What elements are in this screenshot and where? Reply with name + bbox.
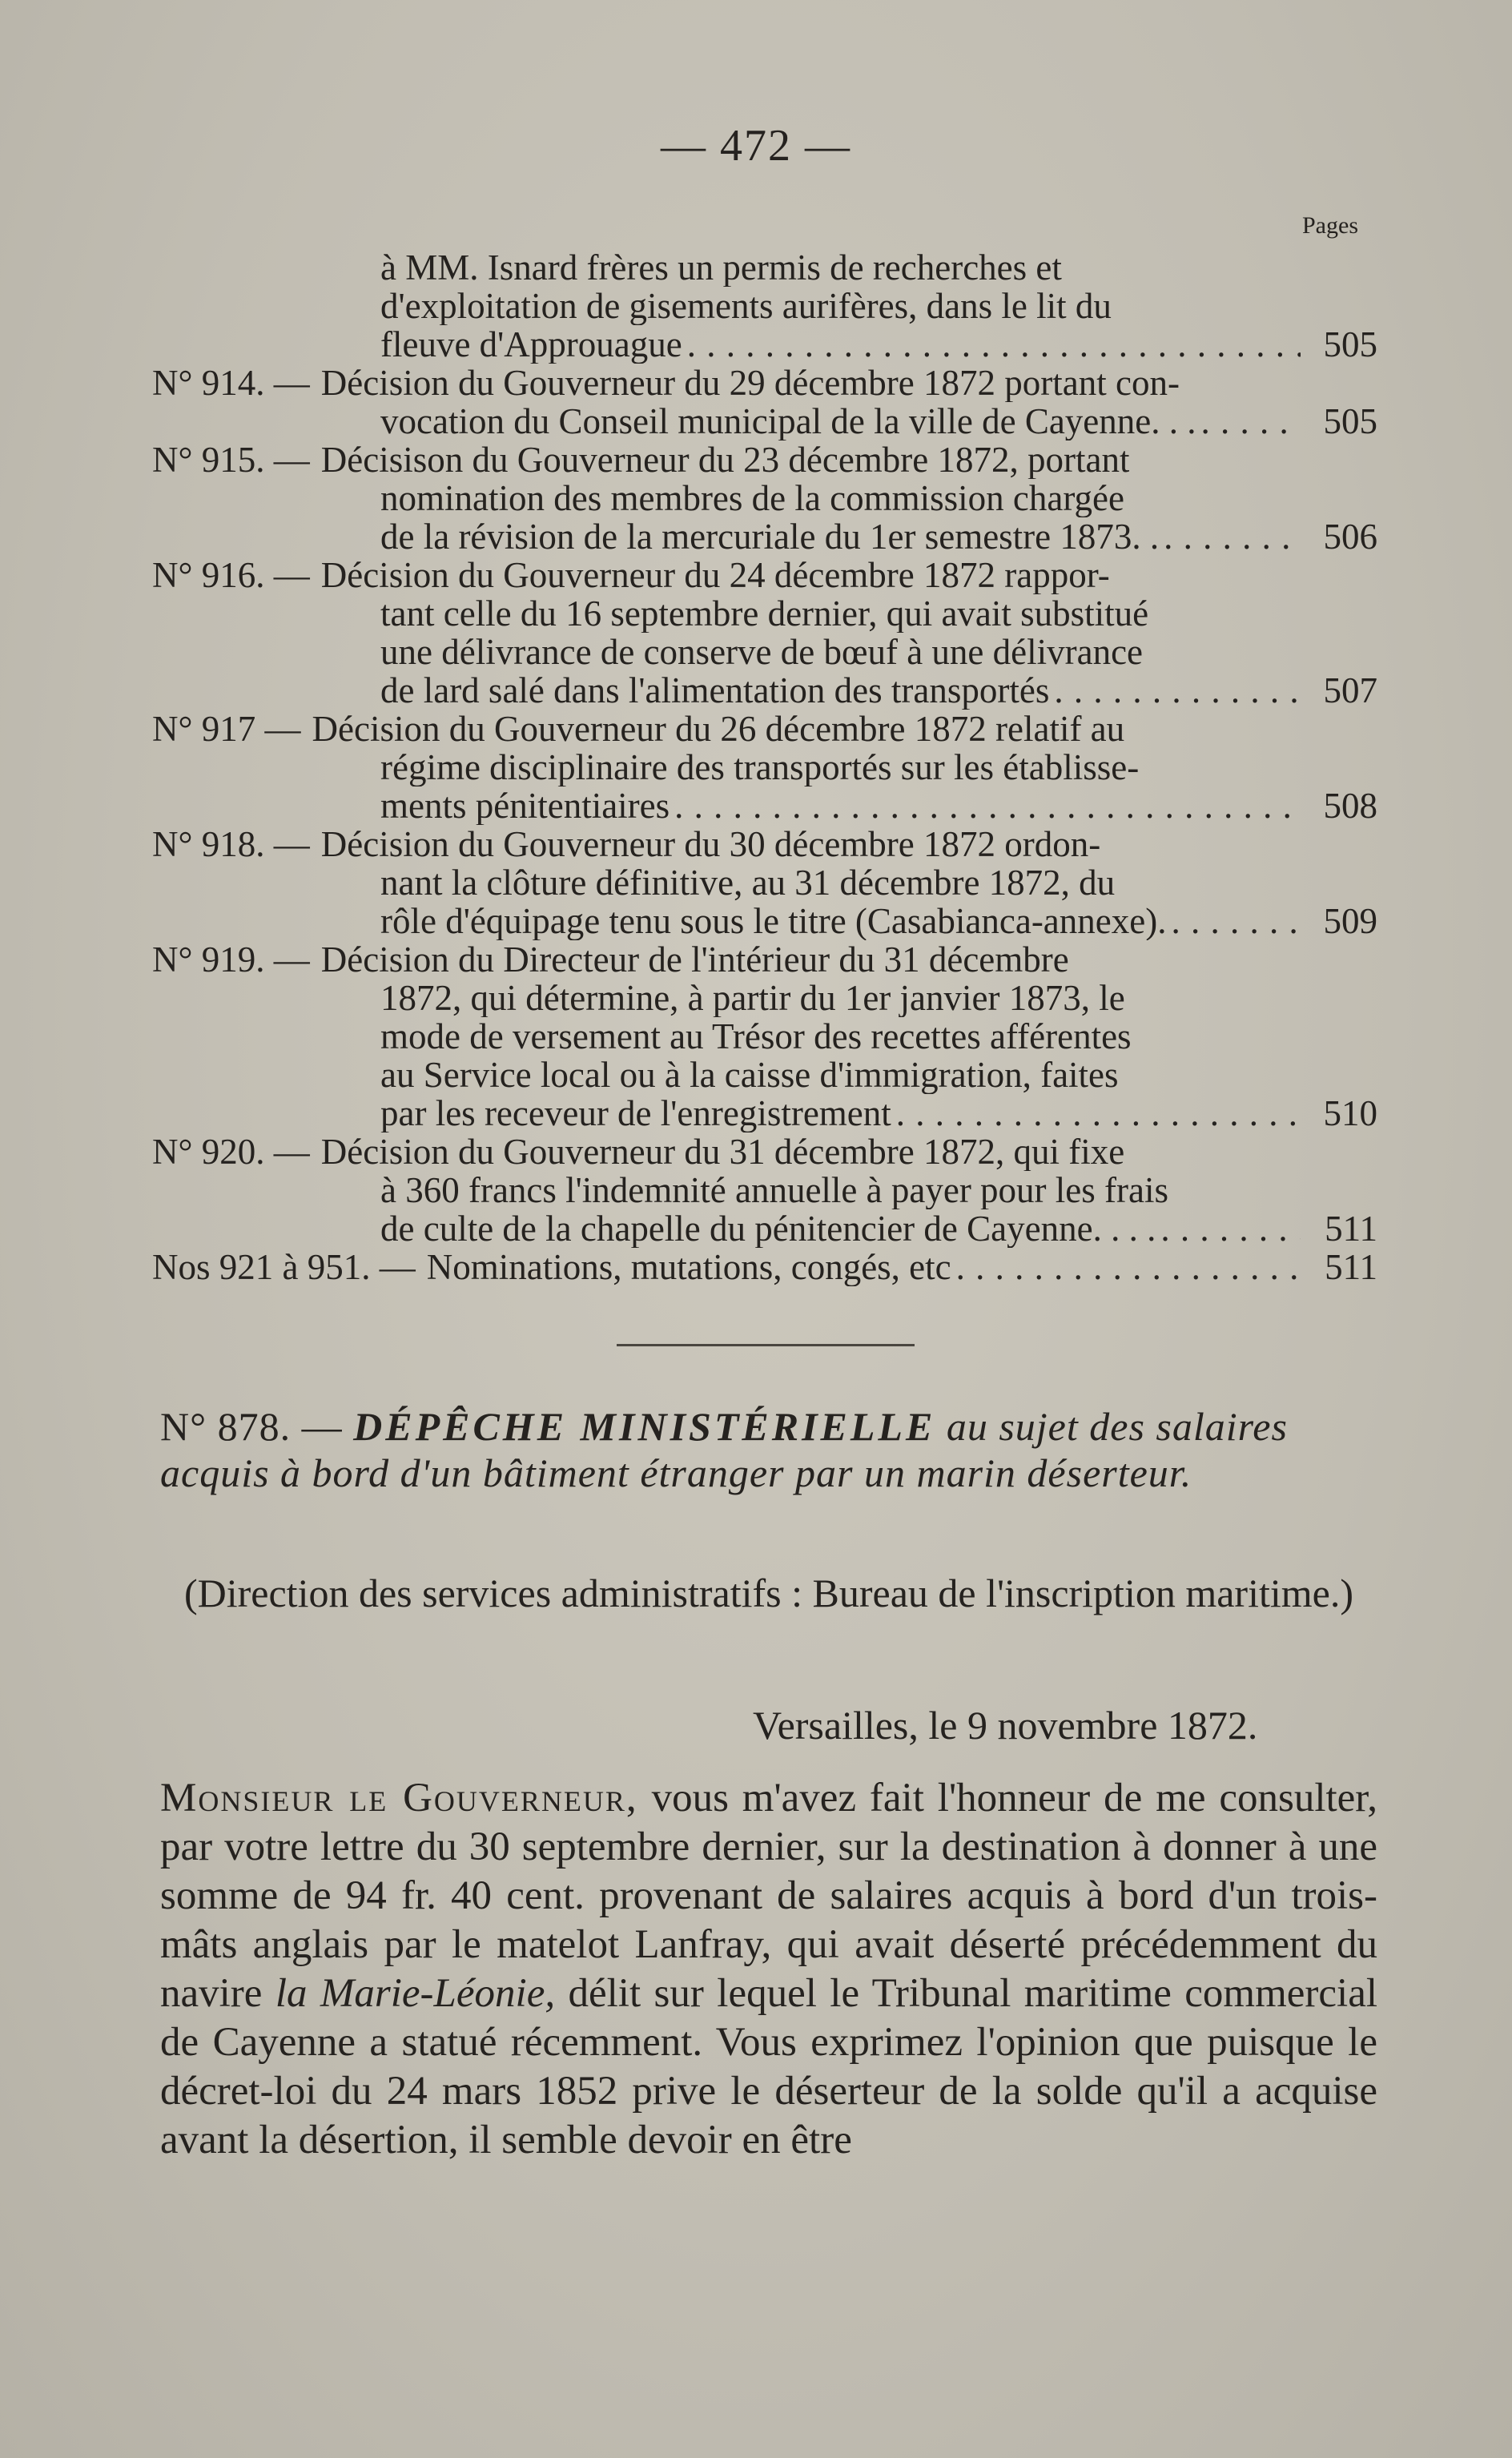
dot-leader	[674, 786, 1301, 825]
toc-entry	[152, 825, 1377, 940]
toc-line	[152, 287, 1377, 325]
toc-line-text: une délivrance de conserve de bœuf à une délivrance	[380, 633, 1144, 671]
toc-line-text: vocation du Conseil municipal de la ville de Cayenne. . .	[380, 402, 1196, 441]
page-number: — 472 —	[661, 121, 851, 171]
dateline: Versailles, le 9 novembre 1872.	[753, 1703, 1258, 1748]
letter-body	[160, 1774, 1377, 2165]
toc-line	[152, 1056, 1377, 1094]
toc-line-text: rôle d'équipage tenu sous le titre (Casabianca-annexe).	[380, 902, 1167, 940]
toc-line	[152, 825, 1377, 863]
toc-line-text: ments pénitentiaires	[380, 786, 670, 825]
pages-column-label: Pages	[1302, 212, 1358, 239]
toc-line-text: de lard salé dans l'alimentation des transportés	[380, 671, 1050, 710]
toc-page-number: 505	[1323, 324, 1377, 364]
toc-entry	[152, 1132, 1377, 1248]
toc-line	[152, 441, 1377, 479]
toc-line	[152, 1017, 1377, 1056]
toc-page-number: 506	[1323, 517, 1377, 557]
toc-line	[152, 1248, 1377, 1286]
toc-line	[152, 479, 1377, 517]
toc-line-text: au Service local ou à la caisse d'immigration, faites	[380, 1056, 1119, 1094]
toc-entry	[152, 364, 1377, 441]
toc-line-text: tant celle du 16 septembre dernier, qui avait substitué	[380, 594, 1149, 633]
toc-line	[152, 1209, 1377, 1248]
toc-line-text: nomination des membres de la commission chargée	[380, 479, 1124, 517]
toc-line-text: à 360 francs l'indemnité annuelle à payer pour les frais	[380, 1171, 1168, 1209]
toc-line	[152, 710, 1377, 748]
toc-line-text: Décision du Gouverneur du 31 décembre 1872, qui fixe	[320, 1132, 1125, 1171]
toc-page-number: 507	[1323, 670, 1377, 710]
salutation: Monsieur le Gouverneur,	[160, 1776, 638, 1820]
toc-page-number: 511	[1325, 1209, 1377, 1249]
toc-line-text: Décision du Gouverneur du 26 décembre 1872 relatif au	[312, 710, 1125, 748]
toc-line	[152, 979, 1377, 1017]
dot-leader	[1054, 671, 1301, 710]
toc-entry-number: N° 914. —	[152, 363, 310, 403]
toc-line	[152, 1132, 1377, 1171]
toc-line	[152, 940, 1377, 979]
toc-line-text: Décision du Gouverneur du 24 décembre 1872 rappor-	[320, 556, 1110, 594]
toc-page-number: 505	[1323, 401, 1377, 441]
toc-line-text: de la révision de la mercuriale du 1er semestre 1873. .	[380, 517, 1160, 556]
toc-line-text: par les receveur de l'enregistrement	[380, 1094, 891, 1132]
toc-entry-number: N° 915. —	[152, 440, 310, 480]
heading-title: DÉPÊCHE MINISTÉRIELLE	[353, 1404, 936, 1449]
toc-entry-number: N° 919. —	[152, 939, 310, 980]
toc-line-text: nant la clôture définitive, au 31 décembre 1872, du	[380, 863, 1116, 902]
toc-line	[152, 748, 1377, 786]
dot-leader	[956, 1248, 1301, 1286]
toc-line-text: 1872, qui détermine, à partir du 1er janvier 1873, le	[380, 979, 1125, 1017]
dot-leader	[1201, 402, 1301, 441]
body-part-2: délit sur lequel le Tribunal maritime commercial de Cayenne a statué récemment. Vous exprimez l'opinion que puisque le décret-loi du 24 mars 1852 prive le déserteur de la solde qu'il a acquise avant la désertion, il semble devoir en être	[160, 1971, 1377, 2162]
toc-line-text: Décision du Gouverneur du 29 décembre 1872 portant con-	[320, 364, 1180, 402]
toc-line	[152, 902, 1377, 940]
toc-line	[152, 517, 1377, 556]
toc-entry	[152, 710, 1377, 825]
toc-line	[152, 556, 1377, 594]
toc-entry-number: N° 916. —	[152, 555, 310, 595]
toc-page-number: 508	[1323, 786, 1377, 826]
toc-line-text: fleuve d'Approuague	[380, 325, 682, 364]
heading-number: N° 878. —	[160, 1404, 343, 1449]
dot-leader	[896, 1094, 1301, 1132]
toc-line	[152, 594, 1377, 633]
toc-line-text: régime disciplinaire des transportés sur les établisse-	[380, 748, 1140, 786]
toc-line-text: Décision du Directeur de l'intérieur du 31 décembre	[320, 940, 1069, 979]
toc-line	[152, 863, 1377, 902]
toc-line	[152, 248, 1377, 287]
toc-entry	[152, 441, 1377, 556]
dot-leader	[1160, 1209, 1301, 1248]
body-part-1: vous m'avez fait l'honneur de me consulter, par votre lettre du 30 septembre dernier, sur la destination à donner à une somme de 94 fr. 40 cent. provenant de salaires acquis à bord d'un trois-mâts anglais par le matelot Lanfray, qui avait déserté précédemment du navire	[160, 1776, 1377, 2016]
toc-line-text: Nominations, mutations, congés, etc	[426, 1248, 951, 1286]
toc-page-number: 510	[1323, 1093, 1377, 1133]
toc-line	[152, 633, 1377, 671]
toc-entry	[152, 940, 1377, 1132]
toc-entry	[152, 1248, 1377, 1286]
dot-leader	[1164, 517, 1301, 556]
table-of-contents	[152, 248, 1377, 1286]
toc-entry	[152, 556, 1377, 710]
toc-entry-number: N° 918. —	[152, 824, 310, 864]
toc-line-text: Décision du Gouverneur du 30 décembre 1872 ordon-	[320, 825, 1101, 863]
toc-line-text: de culte de la chapelle du pénitencier de Cayenne. . . .	[380, 1209, 1156, 1248]
document-heading	[160, 1403, 1377, 1496]
dot-leader	[687, 325, 1301, 364]
toc-line	[152, 325, 1377, 364]
toc-line	[152, 671, 1377, 710]
toc-line-text: d'exploitation de gisements aurifères, dans le lit du	[380, 287, 1112, 325]
section-divider	[617, 1344, 915, 1346]
toc-line	[152, 402, 1377, 441]
toc-line-text: à MM. Isnard frères un permis de recherches et	[380, 248, 1062, 287]
heading-subtitle: au sujet des salaires acquis à bord d'un bâtiment étranger par un marin déserteur.	[160, 1404, 1288, 1495]
toc-page-number: 509	[1323, 901, 1377, 941]
toc-entry	[152, 248, 1377, 364]
dot-leader	[1171, 902, 1301, 940]
toc-line	[152, 1094, 1377, 1132]
toc-page-number: 511	[1325, 1247, 1377, 1287]
direction-note: (Direction des services administratifs : Bureau de l'inscription maritime.)	[184, 1571, 1353, 1615]
ship-name: la Marie-Léonie,	[275, 1971, 556, 2016]
toc-entry-number: N° 920. —	[152, 1132, 310, 1172]
toc-line-text: Décisison du Gouverneur du 23 décembre 1872, portant	[320, 441, 1130, 479]
toc-entry-number: N° 917 —	[152, 709, 301, 749]
toc-line	[152, 786, 1377, 825]
toc-entry-number: Nos 921 à 951. —	[152, 1247, 416, 1287]
toc-line	[152, 1171, 1377, 1209]
toc-line-text: mode de versement au Trésor des recettes afférentes	[380, 1017, 1132, 1056]
toc-line	[152, 364, 1377, 402]
